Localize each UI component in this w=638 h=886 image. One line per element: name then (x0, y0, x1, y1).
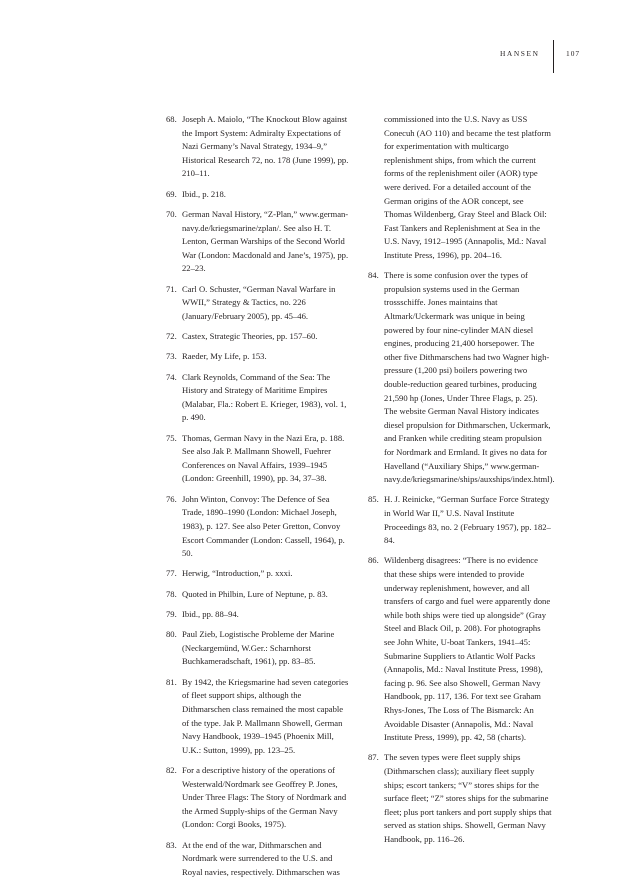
endnote-text: Clark Reynolds, Command of the Sea: The History and Strategy of Maritime Empires (Malabar, Fla.: Robert E. Krieger, 1983), vol. 1, p. 490. (182, 371, 347, 423)
endnote-87 (368, 751, 552, 846)
endnote-text: H. J. Reinicke, “German Surface Force Strategy in World War II,” U.S. Naval Institute Proceedings 83, no. 2 (February 1957), pp. 182–84. (384, 494, 551, 546)
header-rule (553, 40, 554, 73)
endnote-text: The seven types were fleet supply ships (Dithmarschen class); auxiliary fleet supply ships; escort tankers; “V” stores ships for the surface fleet; “Z” stores ships for the submarine fleet; plus port tankers and port supply ships that served as station ships. Showell, German Navy Handbook, pp. 116–26. (384, 752, 552, 845)
endnote-83 (166, 839, 350, 880)
endnote-81 (166, 676, 350, 758)
endnote-number: 70. (166, 208, 177, 219)
endnote-79 (166, 608, 350, 622)
endnote-70 (166, 208, 350, 276)
endnote-number: 68. (166, 114, 177, 124)
endnote-text: Castex, Strategic Theories, pp. 157–60. (182, 331, 318, 342)
endnote-number: 73. (166, 351, 177, 362)
endnote-74 (166, 371, 350, 425)
endnote-82 (166, 764, 350, 832)
endnote-84 (368, 269, 555, 487)
endnote-text: Wildenberg disagrees: “There is no evidence that these ships were intended to provide underway replenishment, however, and all transfers of cargo and fuel were apparently done while both ships were tied up alongside” (Gray Steel and Black Oil, p. 208). For photographs see John White, U-boat Tankers, 1941–45: Submarine Suppliers to Atlantic Wolf Packs (Annapolis, Md.: Naval Institute Press, 1998), facing p. 96. See also Showell, German Navy Handbook, pp. 117, 136. For text see Graham Rhys-Jones, The Loss of The Bismarck: An Avoidable Disaster (Annapolis, Md.: Naval Institute Press, 1999), pp. 42, 58 (charts). (384, 555, 551, 743)
endnote-text: For a descriptive history of the operations of Westerwald/Nordmark see Geoffrey P. Jones, Under Three Flags: The Story of Nordmark and the Armed Supply-ships of the German Navy (London: Corgi Books, 1975). (182, 764, 347, 830)
running-head: HANSEN (500, 49, 540, 58)
endnote-number: 80. (166, 629, 177, 640)
endnote-80 (166, 628, 350, 669)
endnote-number: 87. (368, 752, 379, 763)
endnote-text: At the end of the war, Dithmarschen and Nordmark were surrendered to the U.S. and Royal navies, respectively. Dithmarschen was (182, 839, 340, 877)
endnote-number: 86. (368, 555, 379, 566)
endnote-72 (166, 330, 350, 344)
endnote-number: 83. (166, 839, 177, 850)
endnote-number: 76. (166, 493, 177, 504)
endnote-76 (166, 493, 350, 561)
endnote-text: Raeder, My Life, p. 153. (182, 351, 267, 362)
endnote-71 (166, 283, 350, 324)
endnote-text: Joseph A. Maiolo, “The Knockout Blow against the Import System: Admiralty Expectations of Nazi Germany’s Naval Strategy, 1934–9,” Historical Research 72, no. 178 (June 1999), pp. 210–11. (182, 114, 349, 179)
endnote-number: 84. (368, 270, 379, 281)
endnote-number: 74. (166, 371, 177, 382)
endnote-number: 77. (166, 568, 177, 579)
endnote-75 (166, 432, 350, 486)
endnote-text: Quoted in Philbin, Lure of Neptune, p. 83. (182, 588, 328, 599)
endnote-number: 82. (166, 764, 177, 775)
endnote-text: Carl O. Schuster, “German Naval Warfare in WWII,” Strategy & Tactics, no. 226 (January/February 2005), pp. 45–46. (182, 283, 336, 321)
endnote-text: There is some confusion over the types of propulsion systems used in the German trossschiffe. Jones maintains that Altmark/Uckermark was unique in being powered by four nine-cylinder MAN diesel engines, producing 21,400 horsepower. The other five Dithmarschens had two Wagner high-pressure (1,200 psi) boilers powering two double-reduction geared turbines, producing 21,590 hp (Jones, Under Three Flags, p. 25). The website German Naval History indicates diesel propulsion for Dithmarschen, Uckermark, and Franken while crediting steam propulsion for Nordmark and Ermland. It gives no data for Havelland (“Auxiliary Ships,” www.german-navy.de/kriegsmarine/ships/auxships/index.html). (384, 270, 555, 485)
endnote-number: 71. (166, 283, 177, 294)
endnote-text: Ibid., pp. 88–94. (182, 608, 239, 619)
endnote-number: 78. (166, 588, 177, 599)
endnote-83-continued (368, 113, 552, 263)
endnote-78 (166, 588, 350, 602)
page-number: 107 (566, 49, 581, 58)
endnote-number: 81. (166, 676, 177, 687)
endnote-69 (166, 188, 350, 202)
endnote-text: commissioned into the U.S. Navy as USS Conecuh (AO 110) and became the test platform for experimentation with multicargo replenishment ships, from which the current forms of the replenishment oiler (AOR) type were derived. For a detailed account of the German origins of the AOR concept, see Thomas Wildenberg, Gray Steel and Black Oil: Fast Tankers and Replenishment at Sea in the U.S. Navy, 1912–1995 (Annapolis, Md.: Naval Institute Press, 1996), pp. 204–16. (384, 114, 551, 260)
endnote-text: John Winton, Convoy: The Defence of Sea Trade, 1890–1990 (London: Michael Joseph, 1983), p. 127. See also Peter Gretton, Convoy Escort Commander (London: Cassell, 1964), p. 50. (182, 493, 345, 559)
endnote-number: 75. (166, 432, 177, 443)
endnote-86 (368, 554, 552, 744)
endnote-number: 69. (166, 188, 177, 199)
notes-column-right (368, 113, 555, 853)
notes-column-left (166, 113, 350, 886)
endnote-text: German Naval History, “Z-Plan,” www.german-navy.de/kriegsmarine/zplan/. See also H. T. Lenton, German Warships of the Second World War (London: Macdonald and Jane’s, 1975), pp. 22–23. (182, 208, 349, 274)
endnote-text: Herwig, “Introduction,” p. xxxi. (182, 568, 293, 579)
endnote-73 (166, 350, 350, 364)
endnote-number: 85. (368, 494, 379, 505)
endnote-77 (166, 567, 350, 581)
endnote-text: Ibid., p. 218. (182, 188, 226, 199)
endnote-text: By 1942, the Kriegsmarine had seven categories of fleet support ships, although the Dithmarschen class remained the most capable of the type. Jak P. Mallmann Showell, German Navy Handbook, 1939–1945 (Phoenix Mill, U.K.: Sutton, 1999), pp. 123–25. (182, 676, 349, 755)
endnote-68 (166, 113, 350, 181)
endnote-text: Paul Zieb, Logistische Probleme der Marine (Neckargemünd, W.Ger.: Scharnhorst Buchkameradschaft, 1961), pp. 83–85. (182, 629, 335, 667)
endnote-number: 72. (166, 331, 177, 342)
endnote-text: Thomas, German Navy in the Nazi Era, p. 188. See also Jak P. Mallmann Showell, Fuehrer Conferences on Naval Affairs, 1939–1945 (London: Greenhill, 1990), pp. 34, 37–38. (182, 432, 345, 484)
endnote-number: 79. (166, 608, 177, 619)
endnote-85 (368, 493, 552, 547)
